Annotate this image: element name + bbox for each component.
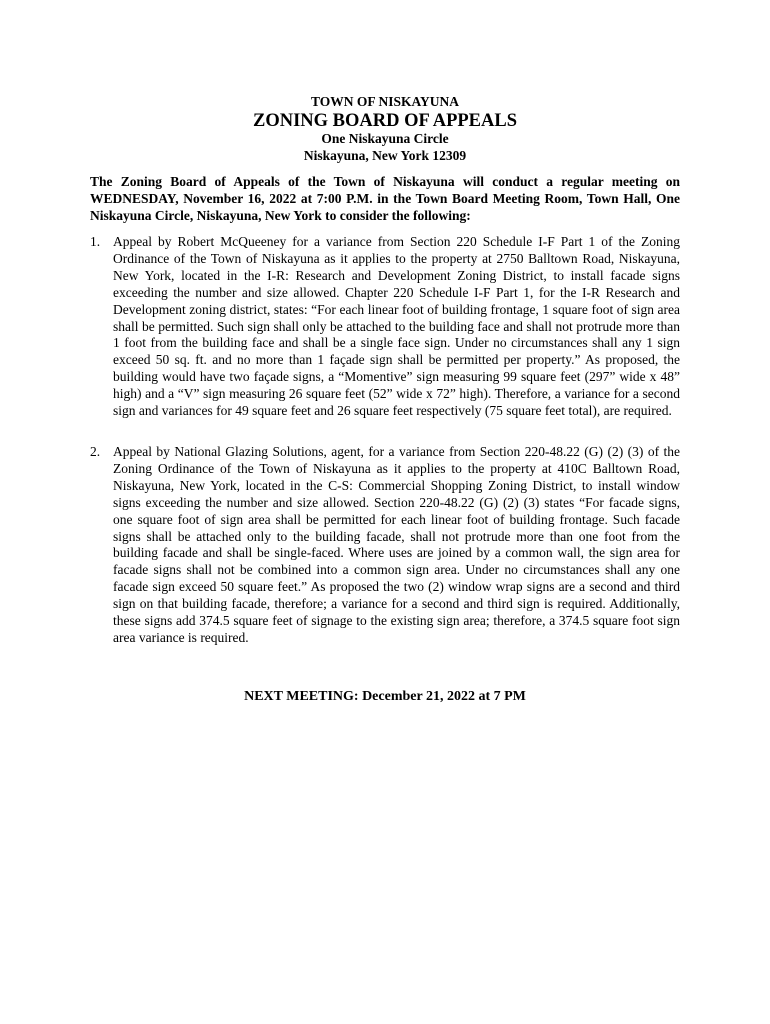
board-title: ZONING BOARD OF APPEALS xyxy=(253,111,517,131)
appeal-item-number: 2. xyxy=(90,444,101,459)
address-line-2: Niskayuna, New York 12309 xyxy=(303,148,467,163)
meeting-announcement: The Zoning Board of Appeals of the Town of Niskayuna will conduct a regular meeting on WEDNESDAY, November 16, 2022 at 7:00 P.M. in the Town Board Meeting Room, Town Hall, One Niskayuna Circle, Niskayuna, New York to consider the following: xyxy=(90,174,680,224)
address-line-1: One Niskayuna Circle xyxy=(321,131,449,146)
town-name: TOWN OF NISKAYUNA xyxy=(310,94,460,109)
next-meeting-notice: NEXT MEETING: December 21, 2022 at 7 PM xyxy=(244,689,526,704)
appeal-item-number: 1. xyxy=(90,234,101,249)
appeal-item-text: Appeal by National Glazing Solutions, agent, for a variance from Section 220-48.22 (G) (2) (3) of the Zoning Ordinance of the Town of Niskayuna as it applies to the property at 410C Balltown Road, Niskayuna, New York, located in the C-S: Commercial Shopping Zoning District, to install window signs exceeding the number and size allowed. Section 220-48.22 (G) (2) (3) states “For facade signs, one square foot of sign area shall be permitted for each linear foot of building frontage. Such facade signs shall be attached only to the building facade, shall not protrude more than one foot from the building facade and shall be single-faced. Where uses are joined by a common wall, the sign area for facade signs shall not be combined into a common sign area. Under no circumstances shall any one facade sign exceed 50 square feet.” As proposed the two (2) window wrap signs are a second and third sign on that building facade, therefore; a variance for a second and third sign is required. Additionally, these signs add 374.5 square feet of signage to the existing sign area; therefore, a 374.5 square foot sign area variance is required. xyxy=(113,444,680,645)
appeal-item xyxy=(90,444,680,647)
appeal-item-text: Appeal by Robert McQueeney for a variance from Section 220 Schedule I-F Part 1 of the Zoning Ordinance of the Town of Niskayuna as it applies to the property at 2750 Balltown Road, Niskayuna, New York, located in the I-R: Research and Development Zoning District, to install facade signs exceeding the number and size allowed. Chapter 220 Schedule I-F Part 1, for the I-R Research and Development zoning district, states: “For each linear foot of building frontage, 1 square foot of sign area shall be permitted. Such sign shall only be attached to the building face and shall not protrude more than 1 foot from the building face and shall be a single face sign. Under no circumstances shall any 1 sign exceed 50 sq. ft. and no more than 1 façade sign shall be permitted per property.” As proposed, the building would have two façade signs, a “Momentive” sign measuring 99 square feet (297” wide x 48” high) and a “V” sign measuring 26 square feet (52” wide x 72” high). Therefore, a variance for a second sign and variances for 49 square feet and 26 square feet respectively (75 square feet total), are required. xyxy=(113,234,680,419)
appeal-item xyxy=(90,234,680,420)
